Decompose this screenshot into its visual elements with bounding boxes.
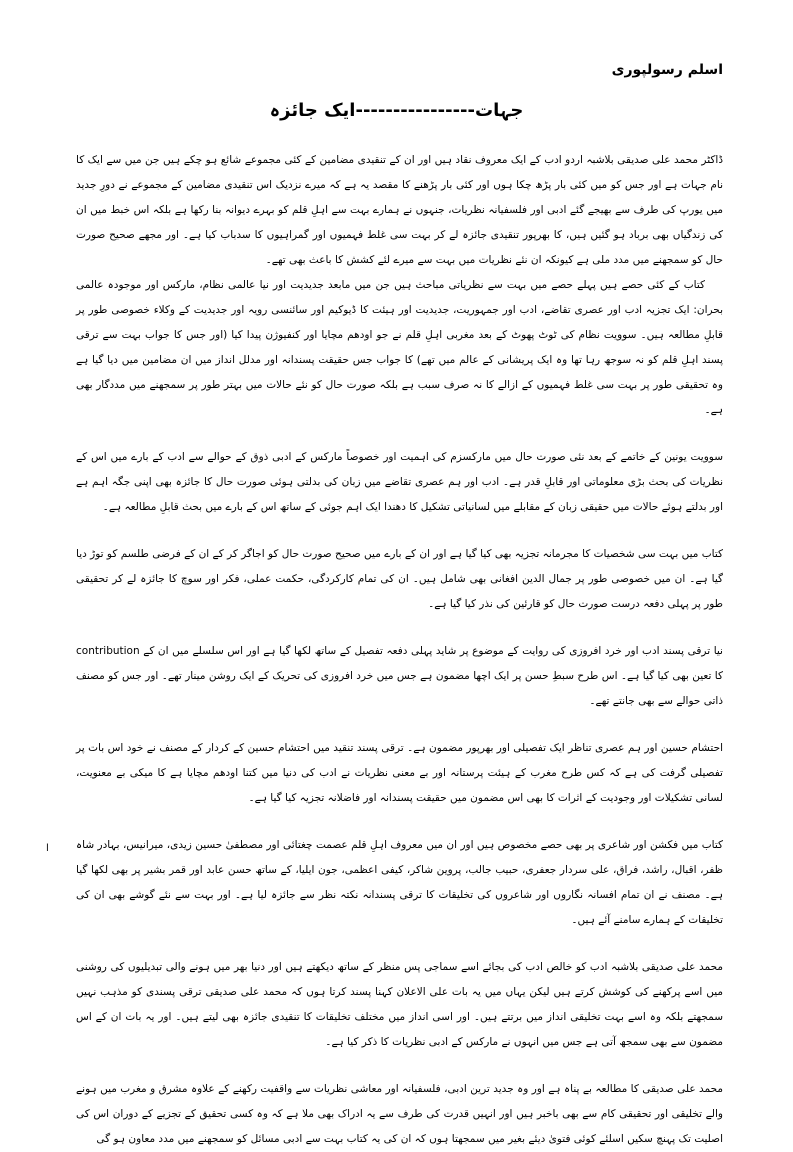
margin-mark: ا: [46, 843, 49, 854]
paragraph-2: کتاب کے کئی حصے ہیں پہلے حصے میں بہت سے نظریاتی مباحث ہیں جن میں مابعد جدیدیت اور نیا عالمی نظام، مارکس اور موجودہ عالمی بحران: ایک تجزیہ ادب اور عصری تقاضے، ادب اور جمہوریت، جدیدیت اور ہیئت کا ڈیوکیم اور سائنسی رویہ اور جدیدیت کے وکلاء خصوصی طور پر قابلِ مطالعہ ہیں۔ سوویت نظام کی ٹوٹ پھوٹ کے بعد مغربی اہلِ قلم نے جو اودھم مچایا اور کنفیوژن پیدا کیا (اور جس کا جواب بہت سے ترقی پسند اہلِ قلم کو نہ سوجھ رہا تھا وہ ایک پریشانی کے عالم میں تھے) کا جواب جس حقیقت پسندانہ اور مدلل انداز میں ان مضامین میں دیا گیا ہے وہ تحقیقی طور پر بہت سی غلط فہمیوں کے ازالے کا نہ صرف سبب ہے بلکہ صورت حال کو نئے حالات میں بہتر طور پر سمجھنے میں مددگار بھی ہے۔: [76, 279, 723, 416]
paragraph-7: کتاب میں فکشن اور شاعری پر بھی حصے مخصوص ہیں اور ان میں معروف اہلِ قلم عصمت چغتائی اور مصطفیٰ حسین زیدی، میرانیس، بہادر شاہ ظفر، اقبال، راشد، فراق، علی سردار جعفری، حبیب جالب، پروین شاکر، کیفی اعظمی، جون ایلیا، کے ساتھ حسن عابد اور قمر بشیر پر بھی لکھا گیا ہے۔ مصنف نے ان تمام افسانہ نگاروں اور شاعروں کی تخلیقات کا ترقی پسندانہ نکتہ نظر سے جائزہ لیا ہے۔ اور بہت سے نئے گوشے بھی ان کی تخلیقات کے ہمارے سامنے آئے ہیں۔: [76, 839, 723, 926]
article-title: جہات----------------ایک جائزہ: [269, 100, 524, 121]
paragraph-3: سوویت یونین کے خاتمے کے بعد نئی صورت حال میں مارکسزم کی اہمیت اور خصوصاً مارکس کے ادبی ذوق کے حوالے سے ادب کے بارے میں اس کے نظریات کی بحث بڑی معلوماتی اور قابلِ قدر ہے۔ ادب اور ہم عصری تقاضے میں زبان کی بدلتی ہوئی صورت حال کا جائزہ بھی اپنی جگہ اہم ہے اور بدلتے ہوئے حالات میں حقیقی زبان کے مقابلے میں لسانیاتی تشکیل کا دھندا ایک اہم جوئی کے ساتھ اس کے بارے میں بحث قابلِ مطالعہ ہے۔: [76, 451, 723, 513]
paragraph-5: نیا ترقی پسند ادب اور خرد افروزی کی روایت کے موضوع پر شاید پہلی دفعہ تفصیل کے ساتھ لکھا گیا ہے اور اس سلسلے میں ان کے contribution کا تعین بھی کیا گیا ہے۔ اس طرح سبطِ حسن پر ایک اچھا مضمون ہے جس میں خرد افروزی کی تحریک کے ایک روشن مینار تھے۔ اور جس کو مصنف ذاتی حوالے سے بھی جانتے تھے۔: [76, 645, 723, 707]
paragraph-4: کتاب میں بہت سی شخصیات کا مجرمانہ تجزیہ بھی کیا گیا ہے اور ان کے بارے میں صحیح صورت حال کو اجاگر کر کے ان کے فرضی طلسم کو توڑ دیا گیا ہے۔ ان میں خصوصی طور پر جمال الدین افغانی بھی شامل ہیں۔ ان کی تمام کارکردگی، حکمت عملی، فکر اور سوچ کا جائزہ لے کر تحقیقی طور پر پہلی دفعہ درست صورت حال کو قارئین کی نذر کیا گیا ہے۔: [76, 548, 723, 610]
paragraph-6: احتشام حسین اور ہم عصری تناظر ایک تفصیلی اور بھرپور مضمون ہے۔ ترقی پسند تنقید میں احتشام حسین کے کردار کے مصنف نے خود اس بات پر تفصیلی گرفت کی ہے کہ کس طرح مغرب کے ہیئت پرستانہ اور بے معنی نظریات نے ادب کی دنیا میں کتنا اودھم مچایا ہے کا میکی بے معنویت، لسانی تشکیلات اور وجودیت کے اثرات کا بھی اس مضمون میں حقیقت پسندانہ اور فاضلانہ تجزیہ کیا گیا ہے۔: [76, 742, 723, 804]
author-name: اسلم رسولپوری: [611, 62, 723, 78]
article-body: [76, 148, 723, 1152]
paragraph-1: ڈاکٹر محمد علی صدیقی بلاشبہ اردو ادب کے ایک معروف نقاد ہیں اور ان کے تنقیدی مضامین کے کئی مجموعے شائع ہو چکے ہیں جن میں سے ایک کا نام جہات ہے اور جس کو میں کئی بار پڑھ چکا ہوں اور کئی بار پڑھنے کا مقصد یہ ہے کہ میرے نزدیک اس تنقیدی مضامین کے مجموعے نے دورِ جدید میں یورپ کی طرف سے بھیجے گئے ادبی اور فلسفیانہ نظریات، جنہوں نے ہمارے بہت سے اہلِ قلم کو بہرے دیوانہ بنا رکھا ہے بلکہ اس خبط میں ان کی زندگیاں بھی برباد ہو گئیں ہیں، کا بھرپور تنقیدی جائزہ لے کر بہت سی غلط فہمیوں اور گمراہیوں کا سدباب کیا ہے۔ اور مجھے صحیح صورت حال کو سمجھنے میں مدد ملی ہے کیونکہ ان نئے نظریات میں بہت سے میرے لئے کشش کا باعث بھی تھے۔: [76, 154, 723, 266]
paragraph-9: محمد علی صدیقی کا مطالعہ بے پناہ ہے اور وہ جدید ترین ادبی، فلسفیانہ اور معاشی نظریات سے واقفیت رکھنے کے علاوہ مشرق و مغرب میں ہونے والے تخلیقی اور تحقیقی کام سے بھی باخبر ہیں اور انہیں قدرت کی طرف سے یہ ادراک بھی ملا ہے کہ وہ کسی تحقیق کے تجزیے کے دوران اس کی اصلیت تک پہنچ سکیں اسلئے کوئی فتویٰ دیئے بغیر میں سمجھتا ہوں کہ ان کی یہ کتاب بہت سے ادبی مسائل کو سمجھنے میں مدد معاون ہو گی: [76, 1083, 723, 1145]
paragraph-8: محمد علی صدیقی بلاشبہ ادب کو خالص ادب کی بجائے اسے سماجی پس منظر کے ساتھ دیکھتے ہیں اور دنیا بھر میں ہونے والی تبدیلیوں کی روشنی میں اسے پرکھنے کی کوشش کرتے ہیں لیکن یہاں میں یہ بات علی الاعلان کہنا پسند کرتا ہوں کہ محمد علی صدیقی ترقی پسندی کو مذہب نہیں سمجھتے بلکہ وہ اسے بہت تخلیقی انداز میں برتتے ہیں۔ اور اسی انداز میں مختلف تخلیقات کا تنقیدی جائزہ بھی لیتے ہیں۔ اور یہ بات ان کے اس مضمون سے بھی سمجھ آتی ہے جس میں انہوں نے مارکس کے ادبی نظریات کا ذکر کیا ہے۔: [76, 961, 723, 1048]
